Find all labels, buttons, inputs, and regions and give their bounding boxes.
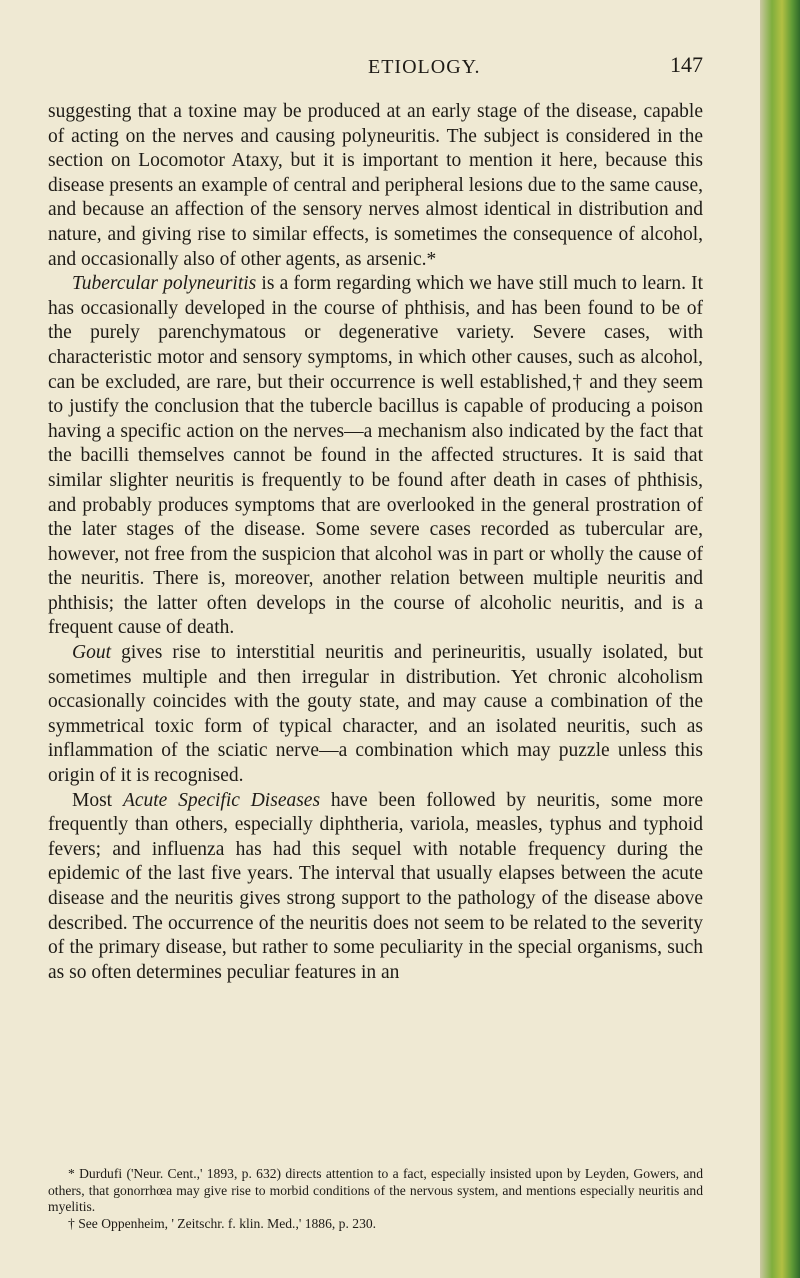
paragraph-continuation — [48, 100, 703, 272]
body-text — [48, 100, 703, 985]
page-edge-binding — [760, 0, 800, 1278]
running-title: ETIOLOGY. — [368, 56, 481, 78]
paragraph-tubercular-polyneuritis — [48, 272, 703, 641]
paragraph-text: Most — [72, 789, 123, 811]
page-header — [0, 52, 760, 96]
paragraph-text: have been followed by neuritis, some more frequently than others, especially diphtheria, variola, measles, typhus and typhoid fevers; and influenza has had this sequel with notable frequency during the epidemic of the last five years. The interval that usually elapses between the acute disease and the neuritis gives strong support to the pathology of the disease above described. The occurrence of the neuritis does not seem to be related to the severity of the primary disease, but rather to some peculiarity in the special organisms, such as so often determines peculiar features in an — [48, 789, 703, 983]
paragraph-text: gives rise to interstitial neuritis and perineuritis, usually isolated, but sometimes multiple and then irregular in distribution. Yet chronic alcoholism occasionally coincides with the gouty state, and may cause a combination of the symmetrical toxic form of typical character, and an isolated neuritis, such as inflammation of the sciatic nerve—a combination which may puzzle unless this origin of it is recognised. — [48, 642, 703, 787]
footnotes — [48, 1166, 703, 1232]
footnote-asterisk: * Durdufi ('Neur. Cent.,' 1893, p. 632) directs attention to a fact, especially insisted upon by Leyden, Gowers, and others, that gonorrhœa may give rise to morbid conditions of the nervous system, and mentions especially neuritis and myelitis. — [48, 1166, 703, 1214]
italic-term-gout: Gout — [72, 642, 111, 664]
italic-term-acute-specific-diseases: Acute Specific Diseases — [122, 789, 321, 811]
paragraph-text: suggesting that a toxine may be produced at an early stage of the disease, capable of acting on the nerves and causing polyneuritis. The subject is considered in the section on Locomotor Ataxy, but it is important to mention it here, because this disease presents an example of central and peripheral lesions due to the same cause, and because an affection of the sensory nerves almost identical in distribution and nature, and giving rise to similar effects, is sometimes the consequence of alcohol, and occasionally also of other agents, as arsenic.* — [48, 101, 703, 270]
paragraph-gout — [48, 641, 703, 789]
italic-term-tubercular-polyneuritis: Tubercular polyneuritis — [72, 273, 257, 295]
footnote-dagger: † See Oppenheim, ' Zeitschr. f. klin. Med.,' 1886, p. 230. — [68, 1215, 377, 1231]
paragraph-acute-specific-diseases — [48, 789, 703, 986]
paragraph-text: is a form regarding which we have still much to learn. It has occasionally developed in the course of phthisis, and has been found to be of the purely parenchymatous or degenerative variety. Severe cases, with characteristic motor and sensory symptoms, in which other causes, such as alcohol, can be excluded, are rare, but their occurrence is well established,† and they seem to justify the conclusion that the tubercle bacillus is capable of producing a poison having a specific action on the nerves—a mechanism also indicated by the fact that the bacilli themselves cannot be found in the affected structures. It is said that similar slighter neuritis is frequently to be found after death in cases of phthisis, and probably produces symptoms that are overlooked in the general prostration of the later stages of the disease. Some severe cases recorded as tubercular are, however, not free from the suspicion that alcohol was in part or wholly the cause of the neuritis. There is, moreover, another relation between multiple neuritis and phthisis; the latter often develops in the course of alcoholic neuritis, and is a frequent cause of death. — [48, 273, 704, 639]
page-number: 147 — [670, 52, 703, 77]
